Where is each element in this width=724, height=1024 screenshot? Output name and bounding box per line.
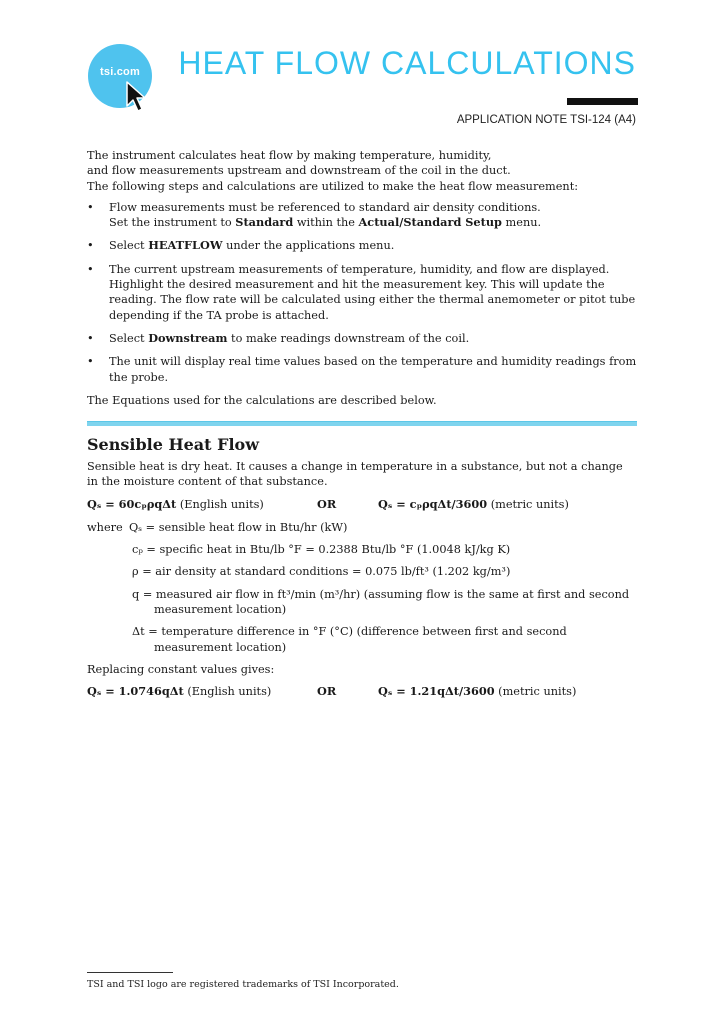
equation2-metric-units: (metric units) xyxy=(494,685,577,699)
step-1-line-1: Flow measurements must be referenced to standard air density conditions. xyxy=(109,200,541,214)
section-description: Sensible heat is dry heat. It causes a change in temperature in a substance, but not a change in the moisture content of that substance. xyxy=(87,460,623,489)
section-divider xyxy=(87,421,637,426)
equation2-english xyxy=(87,684,271,699)
document-title: HEAT FLOW CALCULATIONS xyxy=(178,45,636,81)
or-text-2: OR xyxy=(317,684,337,699)
replacing-text: Replacing constant values gives: xyxy=(87,662,275,676)
equation2-english-formula: Qₛ = 1.0746qΔt xyxy=(87,684,184,699)
application-note-label: APPLICATION NOTE TSI-124 (A4) xyxy=(456,114,636,126)
bullet-icon: • xyxy=(87,262,94,276)
definition-q: q = measured air flow in ft³/min (m³/hr) (assuming flow is the same at first and second measurement location) xyxy=(132,587,630,616)
equation-row-2 xyxy=(87,684,637,701)
equation-row-1 xyxy=(87,497,637,514)
or-text-1: OR xyxy=(317,496,337,511)
bullet-icon: • xyxy=(87,355,94,369)
list-item xyxy=(87,331,637,346)
step-2-post: under the applications menu. xyxy=(222,239,395,253)
footnote-divider xyxy=(87,972,173,973)
footnote: TSI and TSI logo are registered trademarks of TSI Incorporated. xyxy=(87,979,399,990)
equation-english-formula: Qₛ = 60cₚρqΔt xyxy=(87,496,177,511)
step-1-bold-standard: Standard xyxy=(235,215,294,230)
cursor-arrow-icon xyxy=(124,80,150,114)
equation-metric xyxy=(378,497,569,512)
where-label: where xyxy=(87,520,123,534)
bullet-icon: • xyxy=(87,331,94,345)
definition-rho: ρ = air density at standard conditions = 0.075 lb/ft³ (1.202 kg/m³) xyxy=(132,565,511,579)
step-4-bold: Downstream xyxy=(148,330,228,345)
step-1-mid: within the xyxy=(293,216,359,230)
step-4-pre: Select xyxy=(109,331,149,345)
equation-english-units: (English units) xyxy=(176,497,264,511)
step-2-bold: HEATFLOW xyxy=(148,238,223,253)
equation2-metric-formula: Qₛ = 1.21qΔt/3600 xyxy=(378,684,495,699)
step-3-text: The current upstream measurements of temperature, humidity, and flow are displayed. Highlight the desired measurement and hit the measurement key. This will update the reading. The flow rate will be calculated using either the thermal anemometer or pitot tube depending if the TA probe is attached. xyxy=(109,262,636,322)
list-item xyxy=(87,262,637,323)
step-1-pre: Set the instrument to xyxy=(109,216,236,230)
definition-cp: cₚ = specific heat in Btu/lb °F = 0.2388 Btu/lb °F (1.0048 kJ/kg K) xyxy=(132,543,511,557)
equation2-metric xyxy=(378,684,576,699)
intro-line-3: The following steps and calculations are utilized to make the heat flow measurement: xyxy=(87,179,579,193)
equations-note: The Equations used for the calculations are described below. xyxy=(87,393,437,407)
section-title: Sensible Heat Flow xyxy=(87,435,259,455)
step-2-pre: Select xyxy=(109,239,149,253)
definition-dt: Δt = temperature difference in °F (°C) (difference between first and second measurement location) xyxy=(132,625,567,654)
step-5-text: The unit will display real time values based on the temperature and humidity readings from the probe. xyxy=(109,355,637,384)
or-label-2 xyxy=(317,684,336,699)
steps-list xyxy=(87,200,637,385)
list-item xyxy=(87,354,637,385)
intro-line-1: The instrument calculates heat flow by making temperature, humidity, xyxy=(87,149,492,162)
step-1-bold-setup: Actual/Standard Setup xyxy=(358,215,502,230)
intro-line-2: and flow measurements upstream and downstream of the coil in the duct. xyxy=(87,164,511,178)
logo-text: tsi.com xyxy=(100,66,140,78)
equation-english xyxy=(87,497,264,512)
title-underline-bar xyxy=(567,98,638,105)
bullet-icon: • xyxy=(87,200,94,214)
step-4-post: to make readings downstream of the coil. xyxy=(227,331,470,345)
definition-qs-text: Qₛ = sensible heat flow in Btu/hr (kW) xyxy=(129,520,348,534)
list-item xyxy=(87,200,637,231)
equation-metric-formula: Qₛ = cₚρqΔt/3600 xyxy=(378,496,488,511)
step-1-post: menu. xyxy=(501,216,542,230)
definition-qs xyxy=(87,520,637,535)
or-label-1 xyxy=(317,497,336,512)
equation-metric-units: (metric units) xyxy=(487,497,569,511)
document-body xyxy=(87,148,637,701)
equation2-english-units: (English units) xyxy=(183,685,272,699)
list-item xyxy=(87,238,637,253)
bullet-icon: • xyxy=(87,239,94,253)
